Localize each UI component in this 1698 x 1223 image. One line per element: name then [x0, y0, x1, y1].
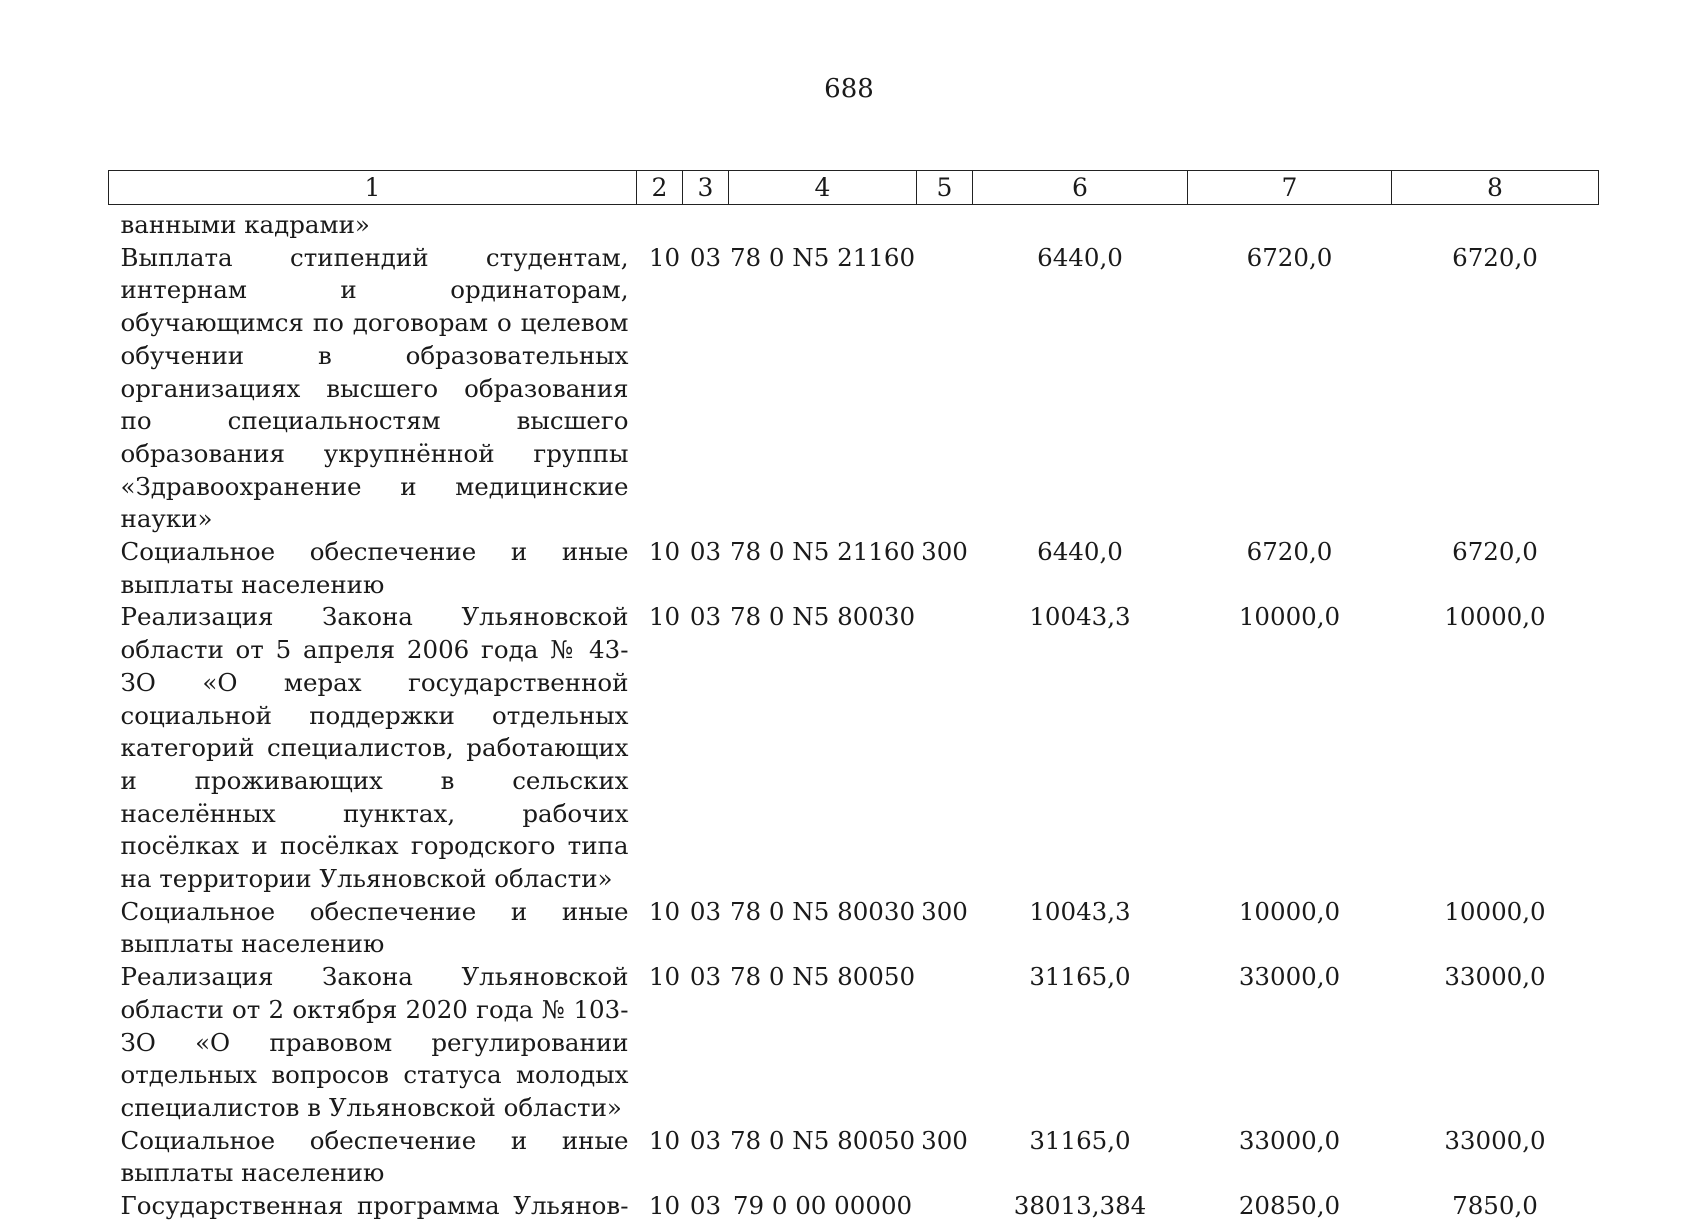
row-section: 10	[648, 537, 681, 567]
row-subsection	[683, 205, 729, 242]
column-header-6: 6	[973, 171, 1188, 205]
row-subsection: 03	[689, 602, 722, 632]
header-row	[109, 171, 1599, 205]
row-amount-8: 10000,0	[1444, 602, 1546, 632]
row-name: Социальное обеспечение и иные выплаты населению	[120, 896, 629, 959]
row-amount-8: 6720,0	[1452, 242, 1538, 272]
row-amount-7: 10000,0	[1238, 896, 1341, 926]
row-expense-type	[917, 961, 973, 1125]
row-subsection: 03	[689, 896, 722, 926]
table-row	[109, 896, 1599, 961]
row-name: Государственная программа Ульянов-	[120, 1191, 629, 1221]
row-name: Социальное обеспечение и иные выплаты населению	[120, 1125, 629, 1188]
row-amount-6: 38013,384	[1013, 1191, 1147, 1221]
row-target: 78 0 N5 80050	[729, 1125, 916, 1155]
row-subsection: 03	[689, 242, 722, 272]
row-expense-type: 300	[921, 537, 968, 567]
row-amount-8: 6720,0	[1452, 537, 1538, 567]
table-row	[109, 205, 1599, 242]
row-name: Реализация Закона Ульяновской области от 2 октября 2020 года № 103-ЗО «О правовом регулировании отдельных вопросов статуса молодых специалистов в Ульяновской области»	[120, 962, 629, 1122]
budget-table-container	[108, 170, 1598, 1223]
row-amount-7	[1188, 205, 1392, 242]
row-name: Социальное обеспечение и иные выплаты населению	[120, 537, 629, 599]
row-name: ванными кадрами»	[120, 210, 370, 239]
row-subsection: 03	[689, 962, 722, 992]
row-name: Выплата стипендий студентам, интернам и ординаторам, обучающимся по договорам о целевом обучении в образовательных организациях высшего образования по специальностям высшего образования укрупнённой группы «Здравоохранение и медицинские науки»	[120, 242, 629, 534]
row-amount-8: 33000,0	[1444, 962, 1546, 992]
row-section	[637, 205, 683, 242]
row-expense-type: 300	[921, 896, 968, 926]
row-target: 78 0 N5 80030	[729, 896, 916, 926]
row-amount-7: 20850,0	[1238, 1191, 1341, 1221]
row-amount-6: 31165,0	[1029, 962, 1131, 992]
row-expense-type	[917, 242, 973, 536]
row-target: 78 0 N5 80050	[729, 962, 916, 992]
row-subsection: 03	[689, 1191, 722, 1221]
row-expense-type	[917, 601, 973, 895]
table-row	[109, 1190, 1599, 1223]
row-amount-8: 10000,0	[1444, 896, 1546, 926]
column-header-2: 2	[637, 171, 683, 205]
table-body	[109, 205, 1599, 1223]
column-header-8: 8	[1392, 171, 1599, 205]
table-row	[109, 536, 1599, 601]
column-header-1: 1	[109, 171, 637, 205]
row-amount-6	[973, 205, 1188, 242]
column-header-5: 5	[917, 171, 973, 205]
row-amount-8	[1392, 205, 1599, 242]
row-amount-7: 6720,0	[1246, 537, 1333, 567]
row-amount-8: 7850,0	[1452, 1191, 1538, 1221]
row-name: Реализация Закона Ульяновской области от 5 апреля 2006 года № 43-ЗО «О мерах государственной социальной поддержки отдельных категорий специалистов, работающих и проживающих в сельских населённых пунктах, рабочих посёлках и посёлках городского типа на территории Ульяновской области»	[120, 602, 629, 894]
row-amount-6: 6440,0	[1037, 537, 1123, 567]
column-header-4: 4	[729, 171, 917, 205]
table-row	[109, 961, 1599, 1125]
page-number: 688	[824, 74, 874, 104]
row-amount-8: 33000,0	[1444, 1125, 1546, 1155]
column-header-7: 7	[1188, 171, 1392, 205]
row-amount-6: 10043,3	[1029, 896, 1131, 926]
row-expense-type	[917, 1190, 973, 1223]
column-header-3: 3	[683, 171, 729, 205]
row-target	[729, 205, 917, 242]
row-section: 10	[648, 962, 681, 992]
budget-table	[108, 170, 1599, 1223]
row-target: 78 0 N5 21160	[729, 242, 916, 272]
row-section: 10	[648, 602, 681, 632]
row-expense-type: 300	[921, 1125, 968, 1155]
row-amount-7: 33000,0	[1238, 1125, 1341, 1155]
row-section: 10	[648, 242, 681, 272]
table-row	[109, 1125, 1599, 1190]
row-expense-type	[917, 205, 973, 242]
row-amount-6: 6440,0	[1037, 242, 1123, 272]
row-amount-7: 10000,0	[1238, 602, 1341, 632]
row-target: 78 0 N5 80030	[729, 602, 916, 632]
table-header	[109, 171, 1599, 205]
row-section: 10	[648, 896, 681, 926]
row-subsection: 03	[689, 537, 722, 567]
row-target: 78 0 N5 21160	[729, 537, 916, 567]
row-target: 79 0 00 00000	[732, 1191, 913, 1221]
row-section: 10	[648, 1125, 681, 1155]
table-row	[109, 242, 1599, 536]
row-amount-7: 33000,0	[1238, 962, 1341, 992]
row-section: 10	[648, 1191, 681, 1221]
row-amount-6: 10043,3	[1029, 602, 1131, 632]
row-amount-7: 6720,0	[1246, 242, 1333, 272]
row-amount-6: 31165,0	[1029, 1125, 1131, 1155]
table-row	[109, 601, 1599, 895]
row-subsection: 03	[689, 1125, 722, 1155]
